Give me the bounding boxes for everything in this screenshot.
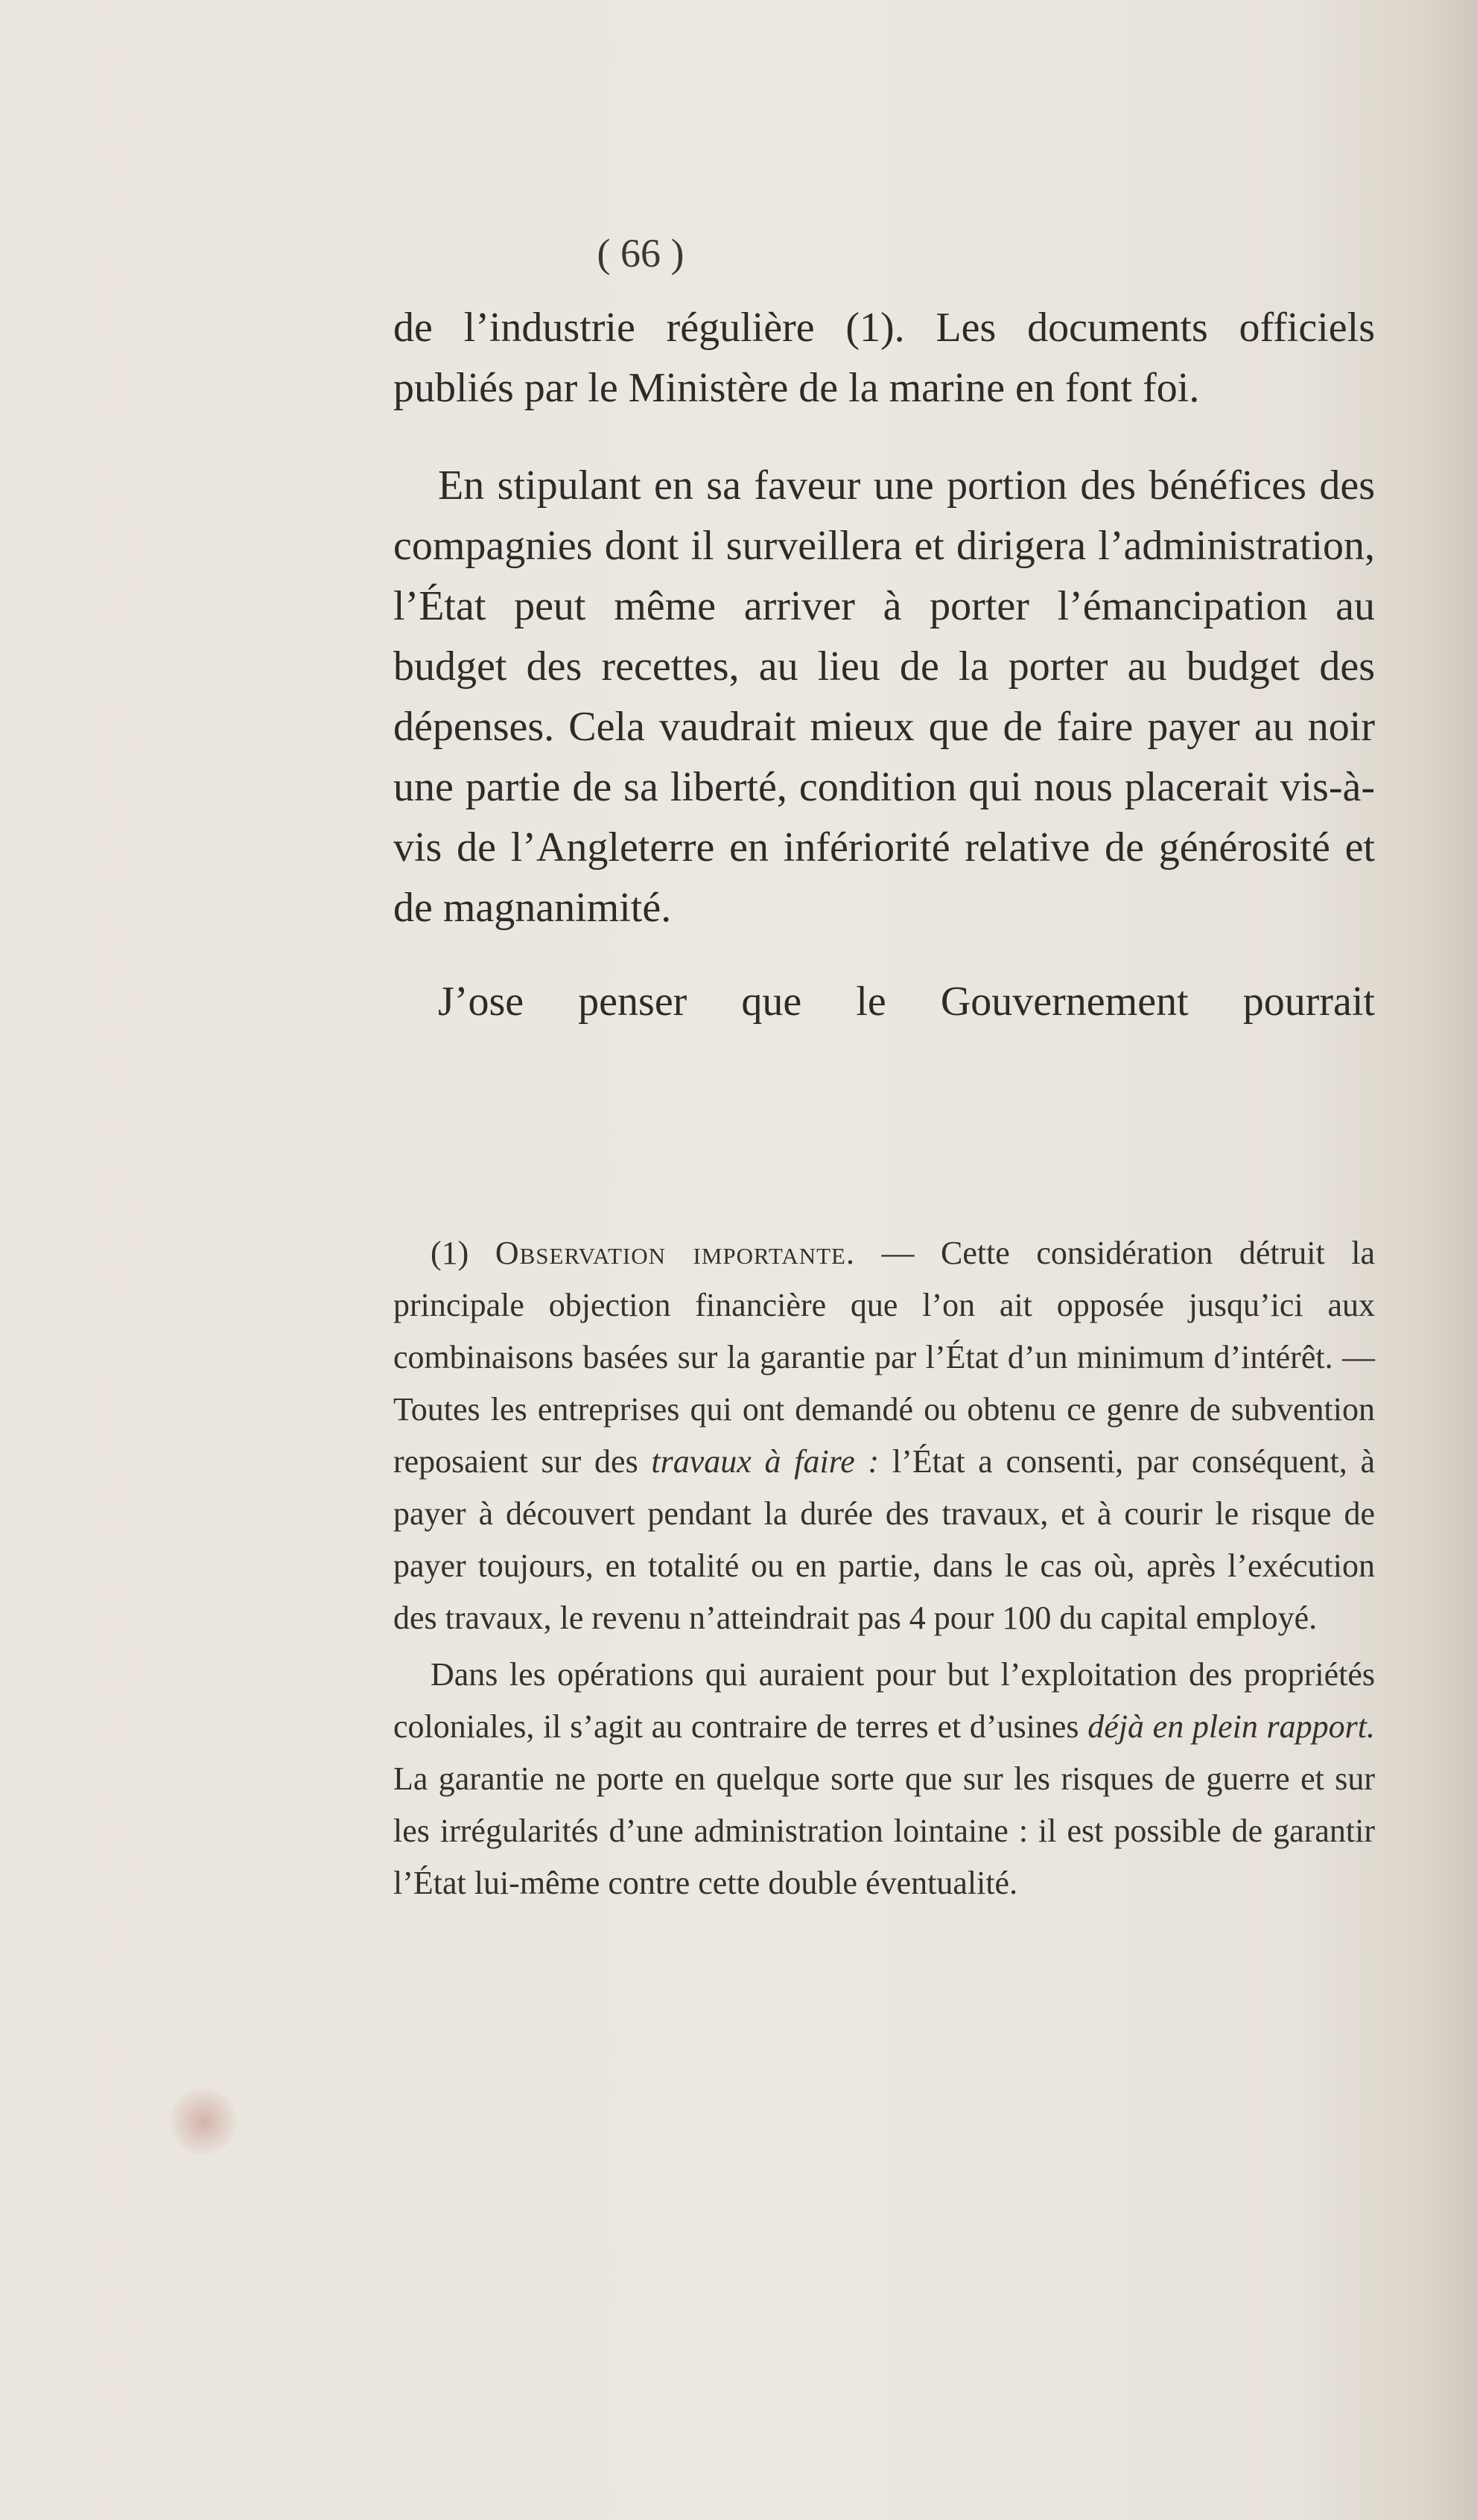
footnote-1-emphasis: travaux à faire : bbox=[651, 1443, 880, 1480]
footnote-2-emphasis: déjà en plein rapport. bbox=[1087, 1708, 1376, 1745]
footnote-2-text-a: Dans les opérations qui auraient pour but l’exploitation des propriétés coloniales, il s’agit au contraire de terres et d’usines bbox=[393, 1656, 1375, 1745]
page-number-header: ( 66 ) bbox=[597, 231, 684, 276]
paragraph-continuation: de l’industrie régulière (1). Les documents officiels publiés par le Ministère de la marine en font foi. bbox=[393, 305, 1375, 411]
footnote-heading: Observation importante. bbox=[495, 1235, 855, 1271]
main-text bbox=[393, 298, 1375, 1032]
footnote-2-text-b: La garantie ne porte en quelque sorte que sur les risques de guerre et sur les irrégularités d’une administration lointaine : il est possible de garantir l’État lui-même contre cette double éventualité. bbox=[393, 1760, 1375, 1901]
footnote-1-continuation bbox=[393, 1649, 1375, 1909]
footnote-1-text-b: l’État a consenti, par conséquent, à payer à découvert pendant la durée des travaux, et à courir le risque de payer toujours, en totalité ou en partie, dans le cas où, après l’exécution des travaux, le revenu n’atteindrait pas 4 pour 100 du capital employé. bbox=[393, 1443, 1375, 1636]
footnote-marker: (1) bbox=[431, 1235, 469, 1271]
footnote-1-text-a: — Cette considération détruit la principale objection financière que l’on ait opposée jusqu’ici aux combinaisons basées sur la garantie par l’État d’un minimum d’intérêt. — Toutes les entreprises qui ont demandé ou obtenu ce genre de subvention reposaient sur des bbox=[393, 1235, 1375, 1480]
paragraph-gouvernement: J’ose penser que le Gouvernement pourrait bbox=[438, 979, 1375, 1025]
footnotes bbox=[393, 1227, 1375, 1909]
footnote-1 bbox=[393, 1227, 1375, 1644]
paragraph-emancipation-budget: En stipulant en sa faveur une portion des bénéfices des compagnies dont il surveillera et dirigera l’administration, l’État peut même arriver à porter l’émancipation au budget des recettes, au lieu de la porter au budget des dépenses. Cela vaudrait mieux que de faire payer au noir une partie de sa liberté, condition qui nous placerait vis-à-vis de l’Angleterre en infériorité relative de générosité et de magnanimité. bbox=[393, 462, 1375, 931]
paper-stain bbox=[170, 2088, 237, 2155]
